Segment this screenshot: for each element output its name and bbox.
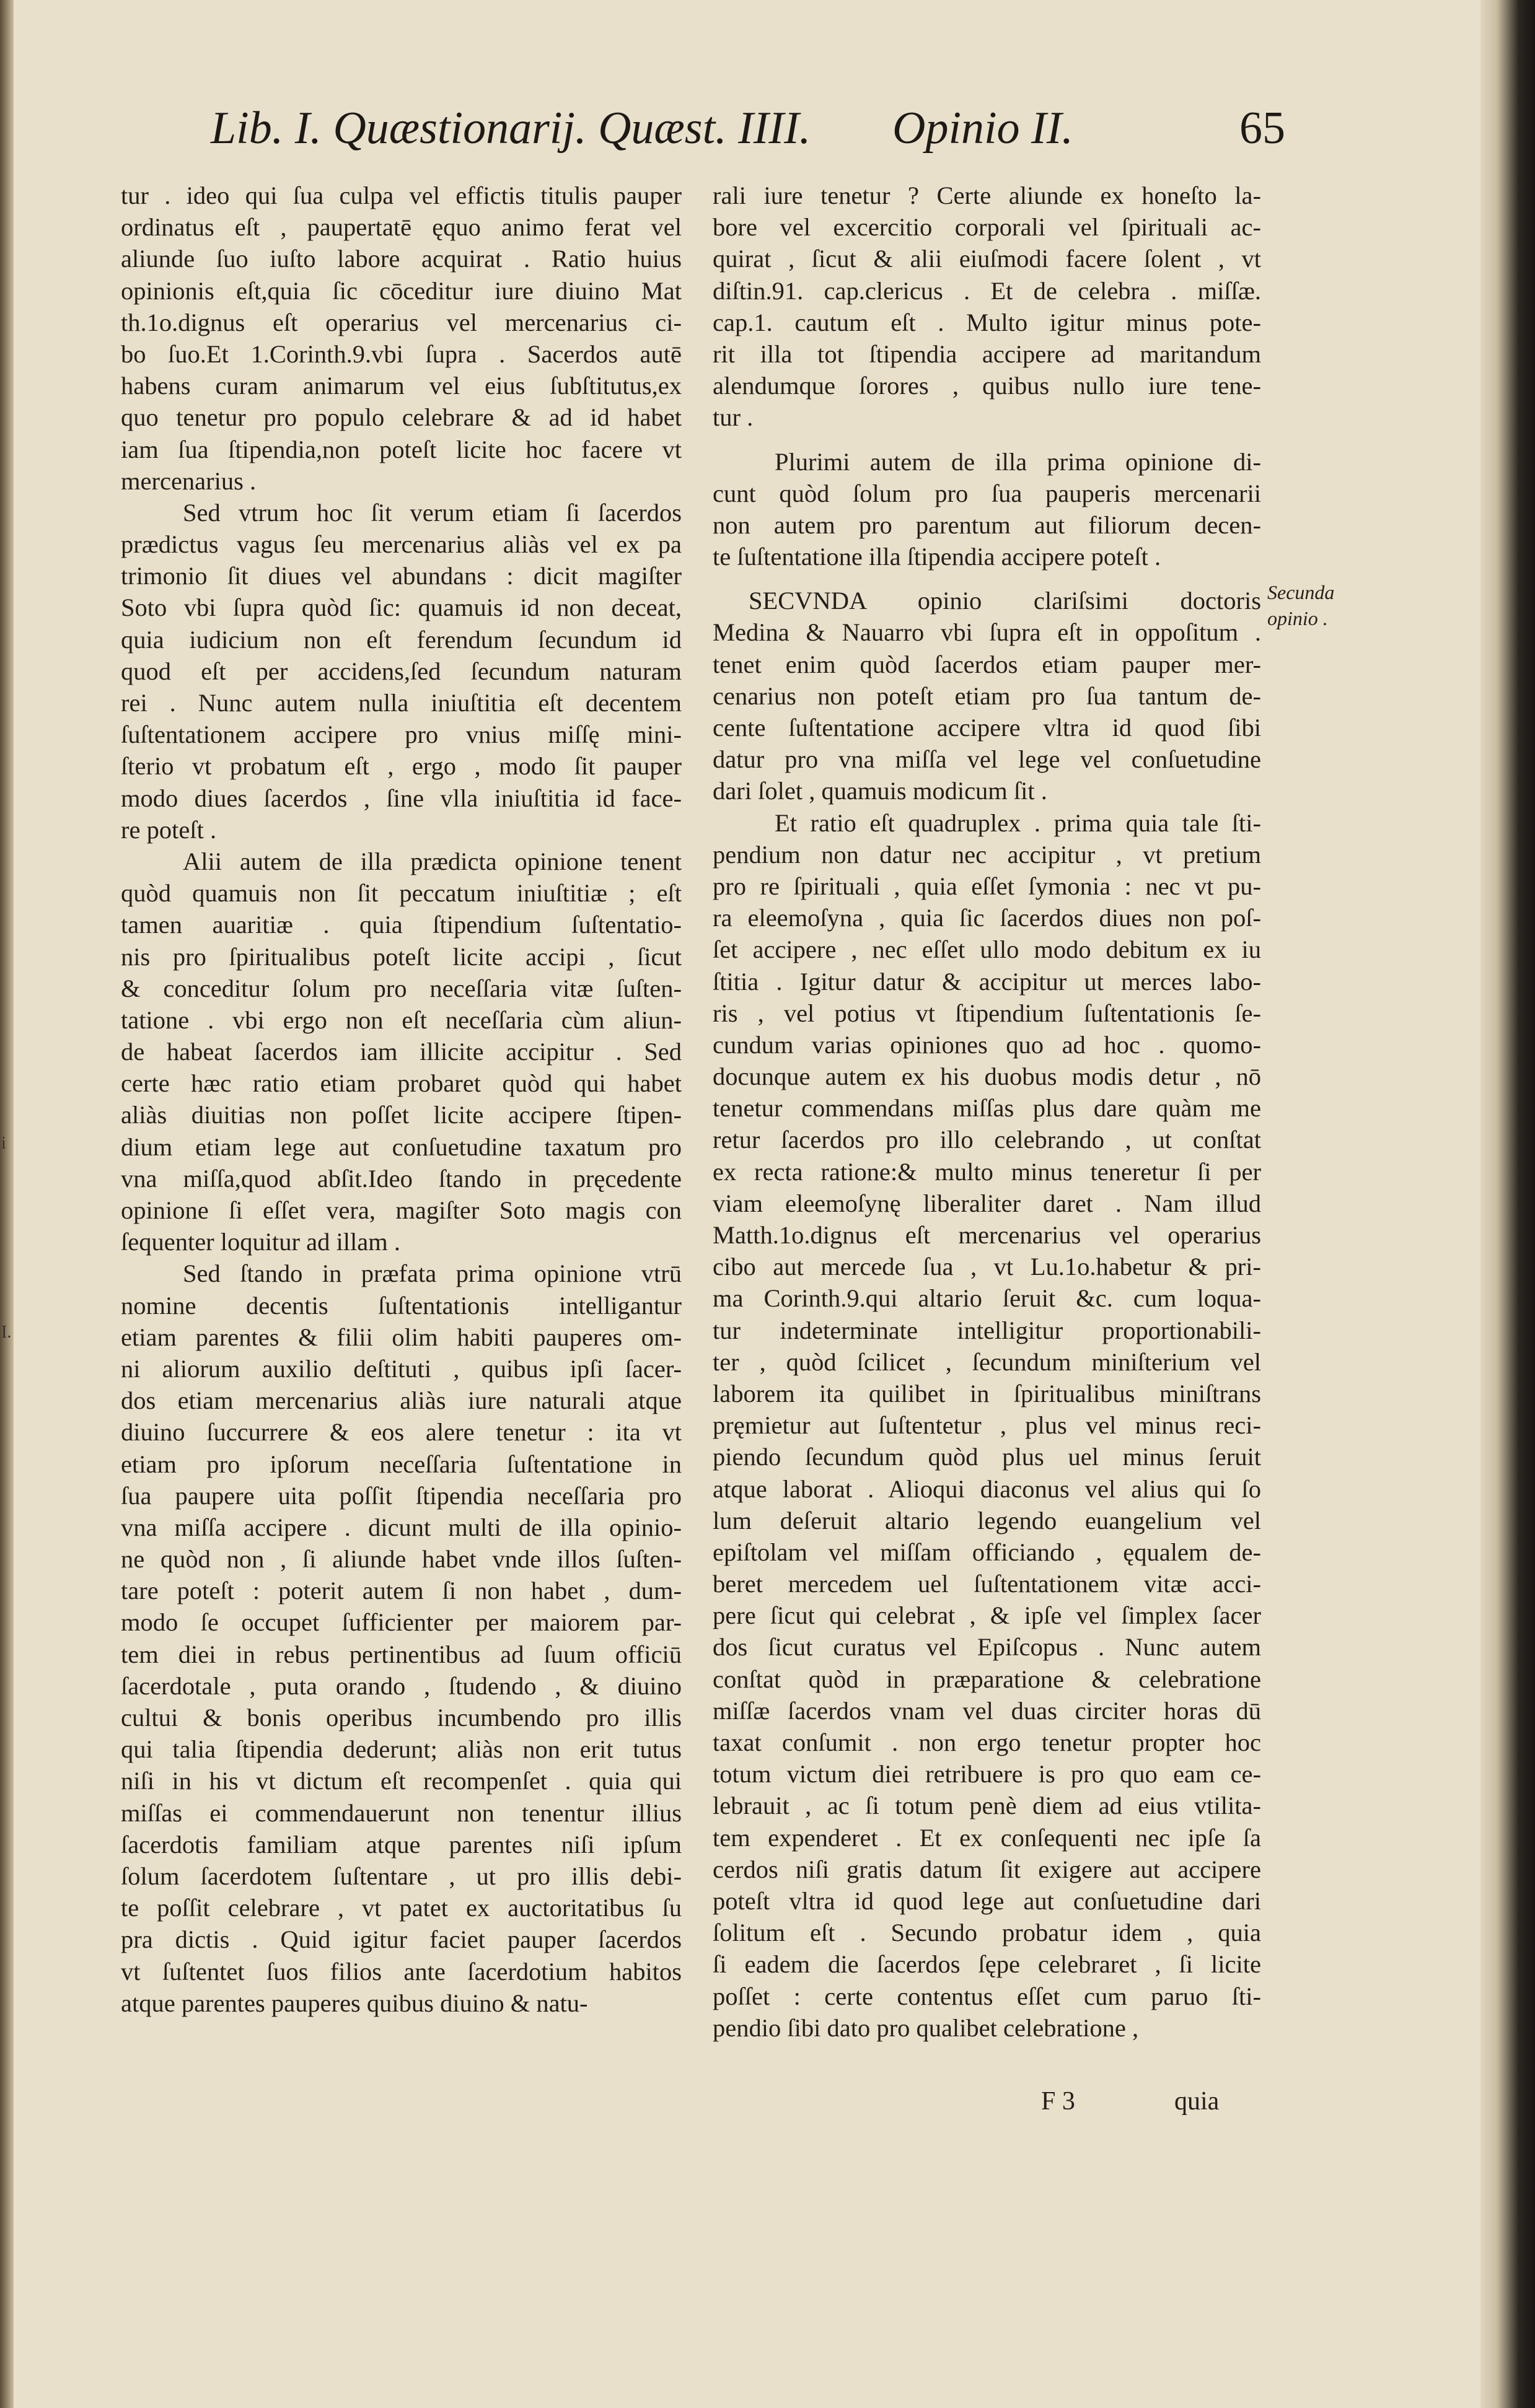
text-line: diuino ſuccurrere & eos alere tenetur : ita vt: [121, 1418, 682, 1447]
text-line: diſtin.91. cap.clericus . Et de celebra . miſſæ.: [713, 276, 1261, 305]
text-line: de habeat ſacerdos iam illicite accipitur . Sed: [121, 1038, 682, 1066]
text-line: th.1o.dignus eſt operarius vel mercenarius ci-: [121, 308, 682, 336]
text-line: totum victum diei retribuere is pro quo eam ce-: [713, 1760, 1261, 1788]
text-line: Medina & Nauarro vbi ſupra eſt in oppoſitum .: [713, 618, 1261, 647]
signature-mark: F 3: [1041, 2087, 1075, 2116]
text-line: ra eleemoſyna , quia ſic ſacerdos diues non poſ-: [713, 904, 1261, 932]
text-line: ne quòd non , ſi aliunde habet vnde illos ſuſten-: [121, 1545, 682, 1574]
text-line: alendumque ſorores , quibus nullo iure tene-: [713, 372, 1261, 400]
text-line: miſſæ ſacerdos vnam vel duas circiter horas dū: [713, 1696, 1261, 1725]
text-line: Plurimi autem de illa prima opinione di-: [775, 447, 1261, 476]
text-line: tatione . vbi ergo non eſt neceſſaria cùm aliun-: [121, 1005, 682, 1034]
text-line: ſacerdotale , puta orando , ſtudendo , & diuino: [121, 1671, 682, 1700]
text-line: niſi in his vt dictum eſt recompenſet . quia qui: [121, 1767, 682, 1795]
text-line: ſacerdotis familiam atque parentes niſi ipſum: [121, 1830, 682, 1859]
text-line: cerdos niſi gratis datum ſit exigere aut accipere: [713, 1855, 1261, 1883]
text-line: trimonio ſit diues vel abundans : dicit magiſter: [121, 562, 682, 590]
catchword: quia: [1174, 2087, 1220, 2116]
text-line: tenet enim quòd ſacerdos etiam pauper mer-: [713, 650, 1261, 678]
text-line: SECVNDA opinio clariſsimi doctoris: [749, 587, 1261, 615]
text-line: tem diei in rebus pertinentibus ad ſuum officiū: [121, 1640, 682, 1668]
text-line: ſua paupere uita poſſit ſtipendia neceſſaria pro: [121, 1481, 682, 1510]
text-line: bo ſuo.Et 1.Corinth.9.vbi ſupra . Sacerdos autē: [121, 339, 682, 368]
text-line: Sed vtrum hoc ſit verum etiam ſi ſacerdos: [183, 498, 682, 527]
text-line: docunque autem ex his duobus modis detur , nō: [713, 1062, 1261, 1091]
text-line: dos etiam mercenarius aliàs iure naturali atque: [121, 1386, 682, 1415]
text-line: ſtitia . Igitur datur & accipitur ut merces labo-: [713, 967, 1261, 996]
text-line: datur pro vna miſſa vel lege vel conſuetudine: [713, 745, 1261, 774]
text-line: ſterio vt probatum eſt , ergo , modo ſit pauper: [121, 752, 682, 781]
text-line: dari ſolet , quamuis modicum ſit .: [713, 777, 1047, 805]
text-line: pręmietur aut ſuſtentetur , plus vel minus reci-: [713, 1411, 1261, 1440]
text-line: habens curam animarum vel eius ſubſtitutus,ex: [121, 372, 682, 400]
text-line: ter , quòd ſcilicet , ſecundum miniſterium vel: [713, 1347, 1261, 1376]
text-line: tem expenderet . Et ex conſequenti nec ipſe ſa: [713, 1823, 1261, 1852]
text-line: quòd quamuis non ſit peccatum iniuſtitiæ ; eſt: [121, 879, 682, 908]
text-line: conſtat quòd in præparatione & celebratione: [713, 1665, 1261, 1693]
text-line: cundum varias opiniones quo ad hoc . quomo-: [713, 1030, 1261, 1059]
page-number: 65: [1239, 103, 1285, 154]
page-edge-shadow: [1480, 0, 1535, 2408]
text-line: lebrauit , ac ſi totum penè diem ad eius vtilita-: [713, 1792, 1261, 1820]
text-line: ex recta ratione:& multo minus teneretur ſi per: [713, 1157, 1261, 1186]
text-line: ſequenter loquitur ad illam .: [121, 1228, 400, 1256]
text-line: cunt quòd ſolum pro ſua pauperis mercenarii: [713, 479, 1261, 507]
paragraph-gap: [713, 434, 1261, 446]
text-line: taxat conſumit . non ergo tenetur propter hoc: [713, 1728, 1261, 1756]
text-line: nomine decentis ſuſtentationis intelligantur: [121, 1291, 682, 1320]
text-line: poſſet : certe contentus eſſet cum paruo ſti-: [713, 1982, 1261, 2010]
text-line: cibo aut mercede ſua , vt Lu.1o.habetur & pri-: [713, 1253, 1261, 1281]
text-line: ordinatus eſt , paupertatē ęquo animo ferat vel: [121, 213, 682, 242]
running-header: [211, 102, 1320, 170]
text-line: rali iure tenetur ? Certe aliunde ex honeſto la-: [713, 182, 1261, 209]
text-line: tur indeterminate intelligitur proportionabili-: [713, 1316, 1261, 1344]
text-line: te poſſit celebrare , vt patet ex auctoritatibus ſu: [121, 1894, 682, 1922]
text-line: quo tenetur pro populo celebrare & ad id habet: [121, 403, 682, 432]
text-line: pro re ſpirituali , quia eſſet ſymonia : nec vt pu-: [713, 872, 1261, 900]
text-line: pere ſicut qui celebrat , & ipſe vel ſimplex ſacer: [713, 1601, 1261, 1630]
text-line: bore vel excercitio corporali vel ſpirituali ac-: [713, 213, 1261, 242]
text-line: non autem pro parentum aut filiorum decen-: [713, 510, 1261, 539]
text-column-left: [121, 180, 682, 2019]
text-line: laborem ita quilibet in ſpiritualibus miniſtrans: [713, 1379, 1261, 1408]
text-column-right: [713, 180, 1261, 2044]
text-line: Soto vbi ſupra quòd ſic: quamuis id non deceat,: [121, 593, 682, 622]
text-line: cente ſuſtentatione accipere vltra id quod ſibi: [713, 714, 1261, 742]
text-line: opinionis eſt,quia ſic cōceditur iure diuino Mat: [121, 276, 682, 305]
text-line: ſuſtentationem accipere pro vnius miſſę mini-: [121, 720, 682, 749]
text-line: poteſt vltra id quod lege aut conſuetudine dari: [713, 1886, 1261, 1915]
text-line: tamen auaritiæ . quia ſtipendium ſuſtentatio-: [121, 911, 682, 939]
margin-note-line: Secunda: [1267, 581, 1335, 603]
text-line: ſolitum eſt . Secundo probatur idem , quia: [713, 1919, 1261, 1947]
page-footer: [1041, 2086, 1289, 2124]
text-line: dos ſicut curatus vel Epiſcopus . Nunc autem: [713, 1633, 1261, 1662]
text-line: tur . ideo qui ſua culpa vel effictis titulis pauper: [121, 182, 682, 209]
text-line: ſolum ſacerdotem ſuſtentare , ut pro illis debi-: [121, 1862, 682, 1890]
text-line: etiam parentes & filii olim habiti pauperes om-: [121, 1323, 682, 1351]
text-line: quod eſt per accidens,ſed ſecundum naturam: [121, 657, 682, 685]
text-line: dium etiam lege aut conſuetudine taxatum pro: [121, 1132, 682, 1161]
text-line: epiſtolam vel miſſam officiando , ęqualem de-: [713, 1538, 1261, 1566]
text-line: quia iudicium non eſt ferendum ſecundum id: [121, 625, 682, 654]
text-line: ma Corinth.9.qui altario ſeruit &c. cum loqua-: [713, 1284, 1261, 1313]
text-line: modo diues ſacerdos , ſine vlla iniuſtitia id face-: [121, 784, 682, 812]
text-line: etiam pro ipſorum neceſſaria ſuſtentatione in: [121, 1450, 682, 1478]
text-line: pendio ſibi dato pro qualibet celebratione ,: [713, 2013, 1139, 2042]
text-line: atque parentes pauperes quibus diuino & natu-: [121, 1989, 588, 2017]
text-line: piendo ſecundum quòd plus uel minus ſeruit: [713, 1443, 1261, 1471]
text-line: te ſuſtentatione illa ſtipendia accipere poteſt .: [713, 543, 1161, 571]
text-line: ſi eadem die ſacerdos ſępe celebraret , ſi licite: [713, 1950, 1261, 1979]
text-line: cap.1. cautum eſt . Multo igitur minus pote-: [713, 308, 1261, 336]
header-title: Lib. I. Quæstionarij. Quæst. IIII.: [211, 103, 811, 154]
text-line: ſet accipere , nec eſſet ullo modo debitum ex iu: [713, 935, 1261, 964]
text-line: aliunde ſuo iuſto labore acquirat . Ratio huius: [121, 245, 682, 273]
text-line: ni aliorum auxilio deſtituti , quibus ipſi ſacer-: [121, 1354, 682, 1383]
text-line: beret mercedem uel ſuſtentationem vitæ acci-: [713, 1570, 1261, 1598]
text-line: qui talia ſtipendia dederunt; aliàs non erit tutus: [121, 1735, 682, 1764]
text-line: aliàs diuitias non poſſet licite accipere ſtipen-: [121, 1101, 682, 1129]
text-line: quirat , ſicut & alii eiuſmodi facere ſolent , vt: [713, 245, 1261, 273]
text-line: rit illa tot ſtipendia accipere ad maritandum: [713, 339, 1261, 368]
text-line: prædictus vagus ſeu mercenarius aliàs vel ex pa: [121, 530, 682, 559]
edge-mark: i: [1, 1134, 6, 1153]
text-line: Alii autem de illa prædicta opinione tenent: [183, 847, 682, 875]
text-line: lum deſeruit altario legendo euangelium vel: [713, 1506, 1261, 1535]
text-line: pendium non datur nec accipitur , vt pretium: [713, 840, 1261, 869]
page-gutter-shadow: [0, 0, 14, 2408]
margin-note-line: opinio .: [1267, 607, 1328, 629]
text-line: tare poteſt : poterit autem ſi non habet , dum-: [121, 1577, 682, 1605]
text-line: tenetur commendans miſſas plus dare quàm me: [713, 1094, 1261, 1123]
text-line: modo ſe occupet ſufficienter per maiorem par-: [121, 1608, 682, 1637]
text-line: vna miſſa accipere . dicunt multi de illa opinio-: [121, 1513, 682, 1541]
text-line: cultui & bonis operibus incumbendo pro illis: [121, 1704, 682, 1732]
text-line: atque laborat . Alioqui diaconus vel alius qui ſo: [713, 1474, 1261, 1503]
text-line: & conceditur ſolum pro neceſſaria vitæ ſuſten-: [121, 974, 682, 1002]
text-line: iam ſua ſtipendia,non poteſt licite hoc facere vt: [121, 435, 682, 463]
text-line: opinione ſi eſſet vera, magiſter Soto magis con: [121, 1196, 682, 1224]
paragraph-gap: [713, 572, 1261, 585]
text-line: pra dictis . Quid igitur faciet pauper ſacerdos: [121, 1925, 682, 1954]
text-line: vt ſuſtentet ſuos filios ante ſacerdotium habitos: [121, 1957, 682, 1986]
text-line: retur ſacerdos pro illo celebrando , ut conſtat: [713, 1126, 1261, 1154]
header-section: Opinio II.: [892, 103, 1073, 154]
text-line: ris , vel potius vt ſtipendium ſuſtentationis ſe-: [713, 999, 1261, 1027]
text-line: cenarius non poteſt etiam pro ſua tantum de-: [713, 681, 1261, 710]
text-line: certe hæc ratio etiam probaret quòd qui habet: [121, 1069, 682, 1098]
text-line: Sed ſtando in præfata prima opinione vtrū: [183, 1259, 682, 1288]
text-line: tur .: [713, 403, 754, 432]
text-line: rei . Nunc autem nulla iniuſtitia eſt decentem: [121, 689, 682, 717]
text-line: viam eleemoſynę liberaliter daret . Nam illud: [713, 1189, 1261, 1217]
text-line: mercenarius .: [121, 466, 257, 495]
text-line: Matth.1o.dignus eſt mercenarius vel operarius: [713, 1221, 1261, 1249]
text-line: re poteſt .: [121, 815, 217, 844]
text-line: Et ratio eſt quadruplex . prima quia tale ſti-: [775, 808, 1261, 837]
text-line: vna miſſa,quod abſit.Ideo ſtando in pręcedente: [121, 1164, 682, 1193]
text-line: nis pro ſpiritualibus poteſt licite accipi , ſicut: [121, 942, 682, 971]
margin-note: [1267, 579, 1342, 631]
text-line: miſſas ei commendauerunt non tenentur illius: [121, 1798, 682, 1827]
edge-mark: I.: [1, 1323, 12, 1342]
